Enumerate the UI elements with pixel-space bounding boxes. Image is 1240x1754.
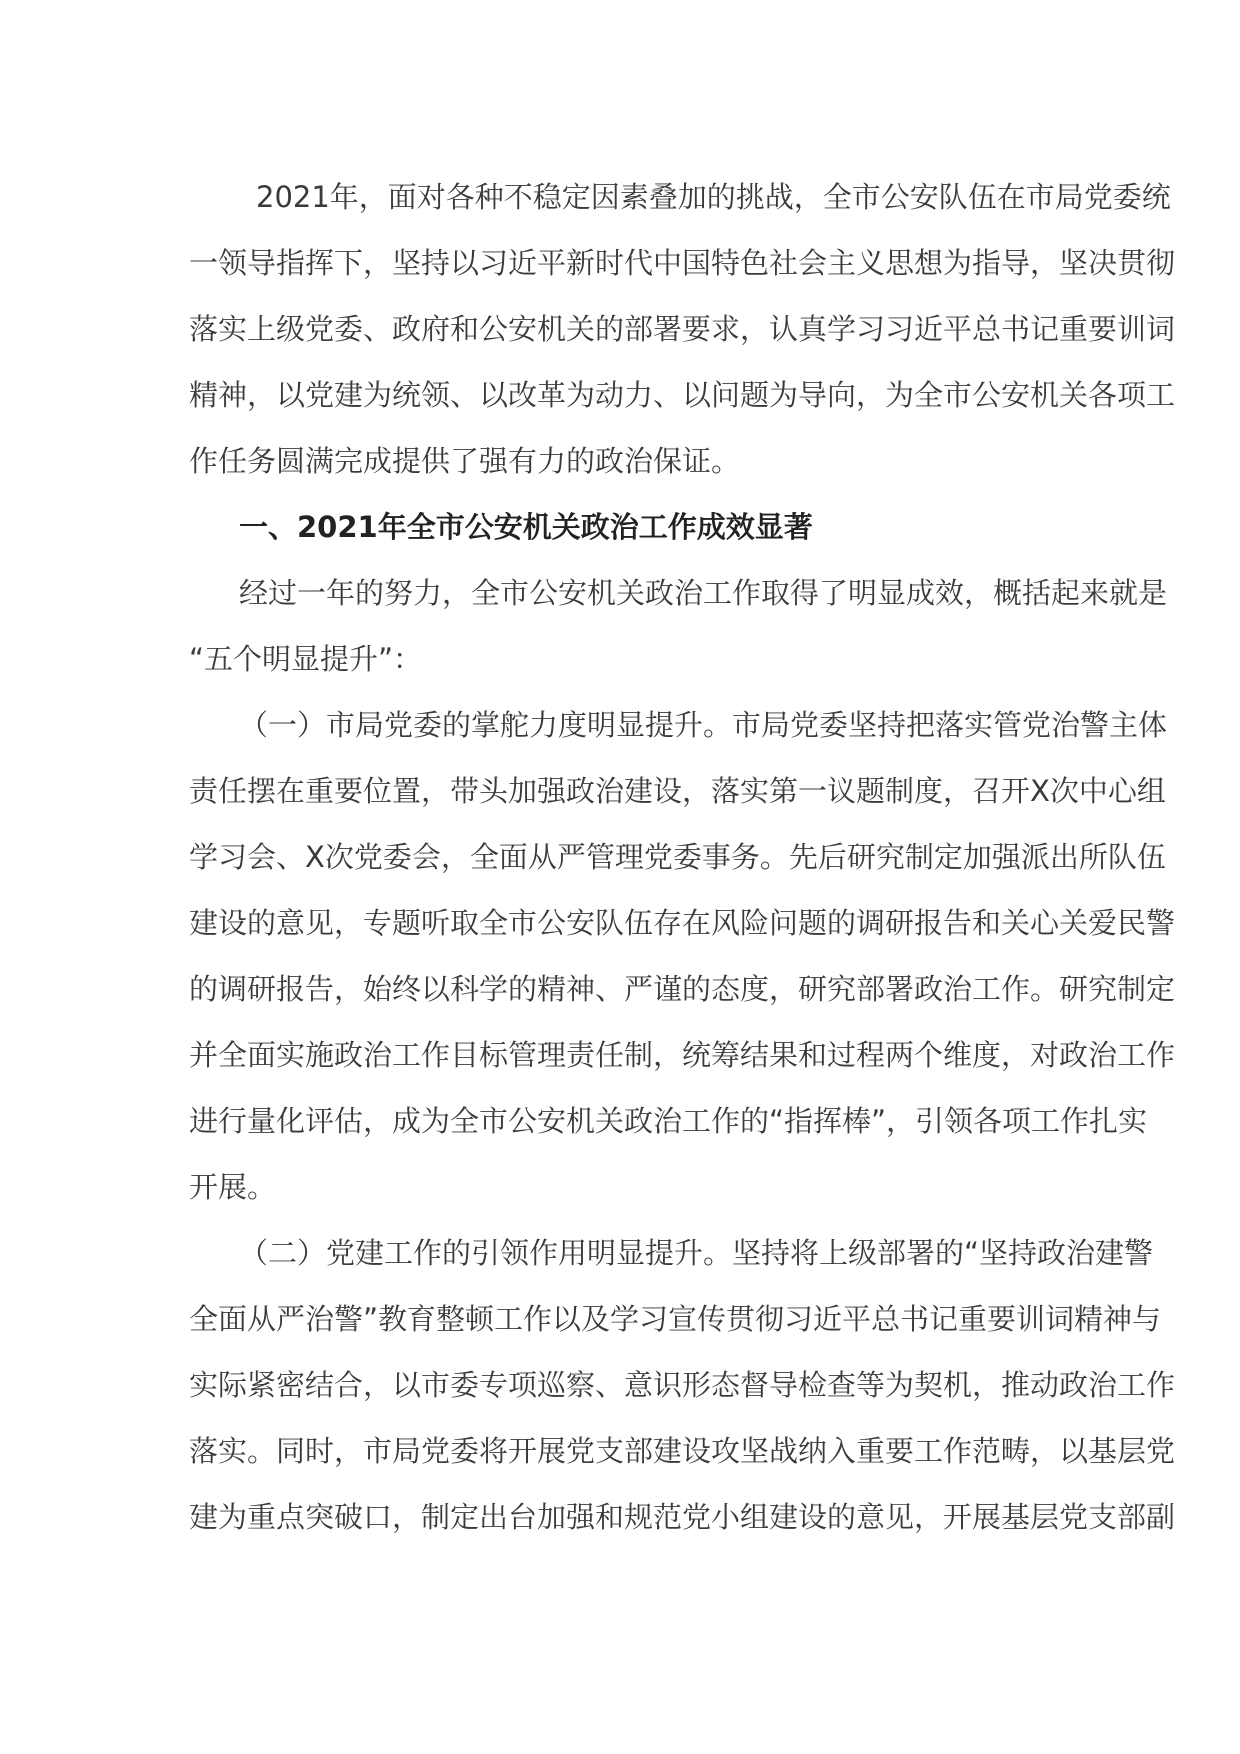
section-heading: 一、2021年全市公安机关政治工作成效显著	[239, 510, 813, 544]
item1-line: 的调研报告，始终以科学的精神、严谨的态度，研究部署政治工作。研究制定	[189, 972, 1176, 1006]
summary-line: 经过一年的努力，全市公安机关政治工作取得了明显成效，概括起来就是	[239, 576, 1168, 610]
item2-line: 实际紧密结合，以市委专项巡察、意识形态督导检查等为契机，推动政治工作	[189, 1368, 1176, 1402]
intro-line: 一领导指挥下，坚持以习近平新时代中国特色社会主义思想为指导，坚决贯彻	[189, 246, 1176, 280]
item1-line: 责任摆在重要位置，带头加强政治建设，落实第一议题制度，召开X次中心组	[189, 774, 1166, 808]
intro-line: 精神，以党建为统领、以改革为动力、以问题为导向，为全市公安机关各项工	[189, 378, 1176, 412]
item2-line: （二）党建工作的引领作用明显提升。坚持将上级部署的“坚持政治建警	[239, 1236, 1154, 1270]
item2-line: 落实。同时，市局党委将开展党支部建设攻坚战纳入重要工作范畴，以基层党	[189, 1434, 1176, 1468]
item1-line: 并全面实施政治工作目标管理责任制，统筹结果和过程两个维度，对政治工作	[189, 1038, 1176, 1072]
intro-line: 2021年，面对各种不稳定因素叠加的挑战，全市公安队伍在市局党委统	[256, 180, 1171, 214]
item2-line: 建为重点突破口，制定出台加强和规范党小组建设的意见，开展基层党支部副	[189, 1500, 1176, 1534]
item1-line: 开展。	[189, 1170, 277, 1204]
item1-line: 学习会、X次党委会，全面从严管理党委事务。先后研究制定加强派出所队伍	[189, 840, 1166, 874]
item1-line: 进行量化评估，成为全市公安机关政治工作的“指挥棒”，引领各项工作扎实	[189, 1104, 1148, 1138]
item1-line: 建设的意见，专题听取全市公安队伍存在风险问题的调研报告和关心关爱民警	[189, 906, 1176, 940]
summary-line: “五个明显提升”：	[189, 642, 423, 676]
intro-line: 作任务圆满完成提供了强有力的政治保证。	[189, 444, 741, 478]
intro-line: 落实上级党委、政府和公安机关的部署要求，认真学习习近平总书记重要训词	[189, 312, 1176, 346]
item2-line: 全面从严治警”教育整顿工作以及学习宣传贯彻习近平总书记重要训词精神与	[189, 1302, 1162, 1336]
item1-line: （一）市局党委的掌舵力度明显提升。市局党委坚持把落实管党治警主体	[239, 708, 1168, 742]
